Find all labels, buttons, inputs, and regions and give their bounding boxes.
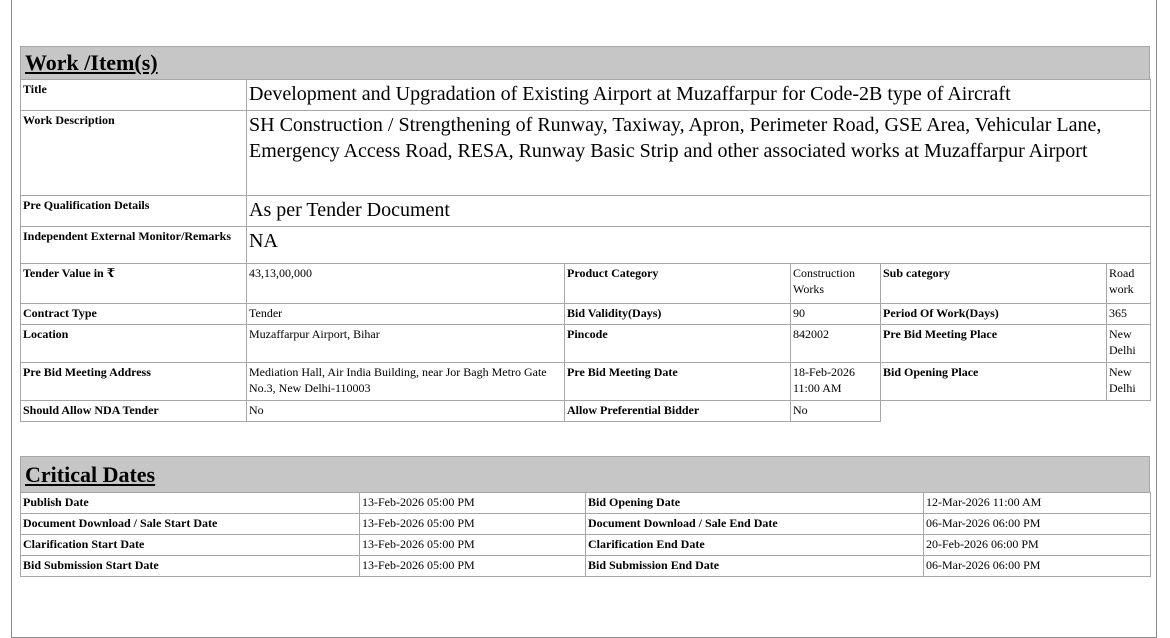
product-category-value: Construction Works (791, 264, 881, 304)
location-label: Location (21, 325, 247, 363)
download-end-label: Document Download / Sale End Date (586, 514, 924, 535)
bid-submission-start-value: 13-Feb-2026 05:00 PM (360, 556, 586, 577)
location-value: Muzaffarpur Airport, Bihar (247, 325, 565, 363)
preferential-bidder-value: No (791, 401, 881, 422)
sub-category-value: Road work (1107, 264, 1151, 304)
product-category-label: Product Category (565, 264, 791, 304)
tender-value-label: Tender Value in ₹ (21, 264, 247, 304)
table-row (21, 363, 1151, 401)
prebid-place-label: Pre Bid Meeting Place (881, 325, 1107, 363)
pincode-label: Pincode (565, 325, 791, 363)
publish-date-label: Publish Date (21, 493, 360, 514)
prebid-address-label: Pre Bid Meeting Address (21, 363, 247, 401)
download-start-value: 13-Feb-2026 05:00 PM (360, 514, 586, 535)
table-row (21, 514, 1151, 535)
nda-value: No (247, 401, 565, 422)
prebid-date-label: Pre Bid Meeting Date (565, 363, 791, 401)
work-items-table (20, 79, 1151, 422)
table-row (21, 556, 1151, 577)
table-row (21, 80, 1151, 111)
period-of-work-value: 365 (1107, 304, 1151, 325)
table-row (21, 401, 1151, 422)
title-value: Development and Upgradation of Existing Airport at Muzaffarpur for Code-2B type of Aircraft (247, 80, 1151, 111)
bid-opening-place-value: New Delhi (1107, 363, 1151, 401)
download-start-label: Document Download / Sale Start Date (21, 514, 360, 535)
clarification-end-value: 20-Feb-2026 06:00 PM (924, 535, 1151, 556)
bid-opening-place-label: Bid Opening Place (881, 363, 1107, 401)
contract-type-label: Contract Type (21, 304, 247, 325)
critical-dates-section (20, 456, 1150, 577)
bid-validity-value: 90 (791, 304, 881, 325)
work-description-label: Work Description (21, 111, 247, 196)
table-row (21, 535, 1151, 556)
prebid-place-value: New Delhi (1107, 325, 1151, 363)
bid-submission-end-value: 06-Mar-2026 06:00 PM (924, 556, 1151, 577)
nda-label: Should Allow NDA Tender (21, 401, 247, 422)
critical-dates-table (20, 492, 1151, 577)
iem-value: NA (247, 227, 1151, 264)
sub-category-label: Sub category (881, 264, 1107, 304)
table-row (21, 196, 1151, 227)
work-items-section (20, 46, 1150, 422)
download-end-value: 06-Mar-2026 06:00 PM (924, 514, 1151, 535)
table-row (21, 264, 1151, 304)
contract-type-value: Tender (247, 304, 565, 325)
prebid-address-value: Mediation Hall, Air India Building, near Jor Bagh Metro Gate No.3, New Delhi-110003 (247, 363, 565, 401)
work-items-heading: Work /Item(s) (20, 46, 1150, 79)
clarification-end-label: Clarification End Date (586, 535, 924, 556)
table-row (21, 227, 1151, 264)
prebid-date-value: 18-Feb-2026 11:00 AM (791, 363, 881, 401)
table-row (21, 325, 1151, 363)
critical-dates-heading: Critical Dates (20, 456, 1150, 492)
table-row (21, 111, 1151, 196)
table-row (21, 493, 1151, 514)
work-description-value: SH Construction / Strengthening of Runway, Taxiway, Apron, Perimeter Road, GSE Area, Vehicular Lane, Emergency Access Road, RESA, Runway Basic Strip and other associated works at Muzaffarpur Airport (247, 111, 1151, 196)
iem-label: Independent External Monitor/Remarks (21, 227, 247, 264)
clarification-start-label: Clarification Start Date (21, 535, 360, 556)
prequal-label: Pre Qualification Details (21, 196, 247, 227)
bid-opening-date-label: Bid Opening Date (586, 493, 924, 514)
publish-date-value: 13-Feb-2026 05:00 PM (360, 493, 586, 514)
table-row (21, 304, 1151, 325)
bid-submission-end-label: Bid Submission End Date (586, 556, 924, 577)
title-label: Title (21, 80, 247, 111)
tender-value: 43,13,00,000 (247, 264, 565, 304)
bid-submission-start-label: Bid Submission Start Date (21, 556, 360, 577)
prequal-value: As per Tender Document (247, 196, 1151, 227)
clarification-start-value: 13-Feb-2026 05:00 PM (360, 535, 586, 556)
bid-validity-label: Bid Validity(Days) (565, 304, 791, 325)
period-of-work-label: Period Of Work(Days) (881, 304, 1107, 325)
preferential-bidder-label: Allow Preferential Bidder (565, 401, 791, 422)
bid-opening-date-value: 12-Mar-2026 11:00 AM (924, 493, 1151, 514)
pincode-value: 842002 (791, 325, 881, 363)
